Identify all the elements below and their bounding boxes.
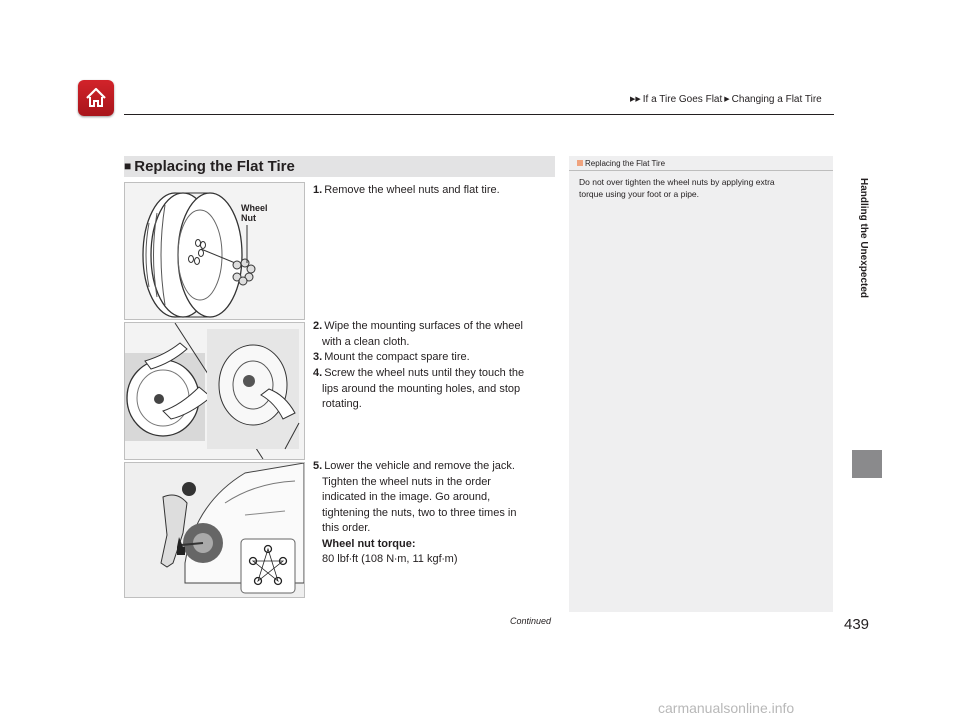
home-button[interactable] xyxy=(78,80,114,116)
step-1: 1. Remove the wheel nuts and flat tire. xyxy=(313,184,500,196)
page-number: 439 xyxy=(844,616,870,633)
torque-value: 80 lbf∙ft (108 N∙m, 11 kgf∙m) xyxy=(322,553,458,565)
breadcrumb xyxy=(628,94,822,105)
step-5: 5. Lower the vehicle and remove the jack. Tighten the wheel nuts in the order indicated in the image. Go around, tightening the nuts, two to three times in this order. Wheel nut torque: 80 lbf∙ft (108 N∙m, 11 kgf∙m) xyxy=(313,459,553,568)
tire-removal-illustration xyxy=(124,182,305,320)
home-icon xyxy=(84,86,108,110)
header-divider xyxy=(124,114,834,115)
chapter-tab-label: Handling the Unexpected xyxy=(858,178,869,299)
wheel-nut-callout: Wheel Nut xyxy=(241,203,268,223)
chapter-tab-marker[interactable] xyxy=(852,450,882,478)
breadcrumb-arrow-icon: ▶▶ xyxy=(630,96,641,103)
wipe-surfaces-illustration xyxy=(124,322,305,460)
torque-label: Wheel nut torque: xyxy=(322,537,416,550)
note-panel xyxy=(569,156,833,612)
breadcrumb-arrow-icon: ▶ xyxy=(724,96,730,103)
step-4: 4. Screw the wheel nuts until they touch the lips around the mounting holes, and stop rotating. xyxy=(313,367,525,410)
note-title: Replacing the Flat Tire xyxy=(577,159,665,168)
continued-label: Continued xyxy=(510,616,552,626)
step-3: 3. Mount the compact spare tire. xyxy=(313,351,470,363)
tighten-nuts-illustration xyxy=(124,462,305,598)
section-title: ■ Replacing the Flat Tire xyxy=(124,158,295,175)
note-marker-icon xyxy=(577,160,583,166)
step-2: 2. Wipe the mounting surfaces of the wheel with a clean cloth. xyxy=(313,320,523,348)
note-divider xyxy=(569,170,833,171)
square-bullet-icon: ■ xyxy=(124,159,132,173)
breadcrumb-item[interactable]: Changing a Flat Tire xyxy=(731,94,822,105)
note-text: Do not over tighten the wheel nuts by applying extra torque using your foot or a pipe. xyxy=(579,177,775,199)
watermark: carmanualsonline.info xyxy=(658,700,795,716)
breadcrumb-item[interactable]: If a Tire Goes Flat xyxy=(642,94,723,105)
